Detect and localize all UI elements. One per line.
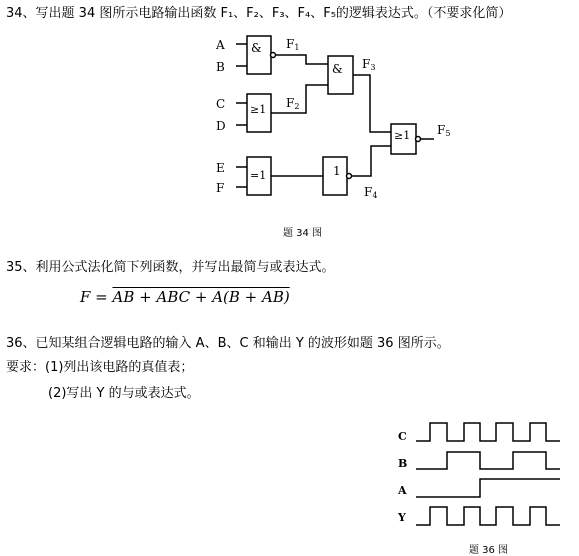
wave-y-label: Y	[398, 511, 406, 524]
input-c-label: C	[216, 97, 226, 111]
gate3-symbol: &	[332, 62, 343, 76]
q36-req2: (2)写出 Y 的与或表达式。	[48, 386, 200, 401]
input-f-label: F	[216, 181, 225, 195]
f4-label: F4	[364, 185, 378, 200]
formula-lhs: F =	[80, 288, 113, 306]
input-d-label: D	[216, 119, 226, 133]
waveform-diagram	[416, 423, 560, 525]
wave-a-label: A	[398, 484, 407, 497]
waveform-a	[416, 479, 560, 497]
waveform-b	[416, 452, 560, 469]
waveform-c	[416, 423, 560, 441]
q35-formula	[80, 288, 290, 306]
f1-label: F1	[286, 37, 300, 52]
waveform-y	[416, 507, 560, 525]
input-e-label: E	[216, 161, 225, 175]
q34-caption: 题 34 图	[283, 228, 323, 239]
q36-req1: 要求：(1)列出该电路的真值表；	[6, 360, 194, 375]
q36-caption: 题 36 图	[469, 545, 509, 556]
q35-text: 35、利用公式法化简下列函数，并写出最简与或表达式。	[6, 260, 335, 275]
wave-c-label: C	[398, 430, 407, 443]
f3-label: F3	[362, 57, 376, 72]
wave-b-label: B	[398, 457, 408, 470]
gate6-symbol: ≥1	[394, 129, 411, 142]
formula-rhs: AB + ABC + A(B + AB)	[112, 288, 290, 306]
gate5-symbol: 1	[333, 164, 341, 178]
gate1-symbol: &	[251, 41, 262, 55]
input-a-label: A	[216, 38, 225, 52]
q36-text: 36、已知某组合逻辑电路的输入 A、B、C 和输出 Y 的波形如题 36 图所示。	[6, 336, 450, 351]
input-b-label: B	[216, 60, 225, 74]
gate2-symbol: ≥1	[250, 103, 267, 116]
f2-label: F2	[286, 96, 300, 111]
gate4-symbol: =1	[250, 169, 267, 182]
q34-text: 34、写出题 34 图所示电路输出函数 F₁、F₂、F₃、F₄、F₅的逻辑表达式。（不要求化简）	[6, 6, 512, 21]
f5-label: F5	[437, 123, 451, 138]
